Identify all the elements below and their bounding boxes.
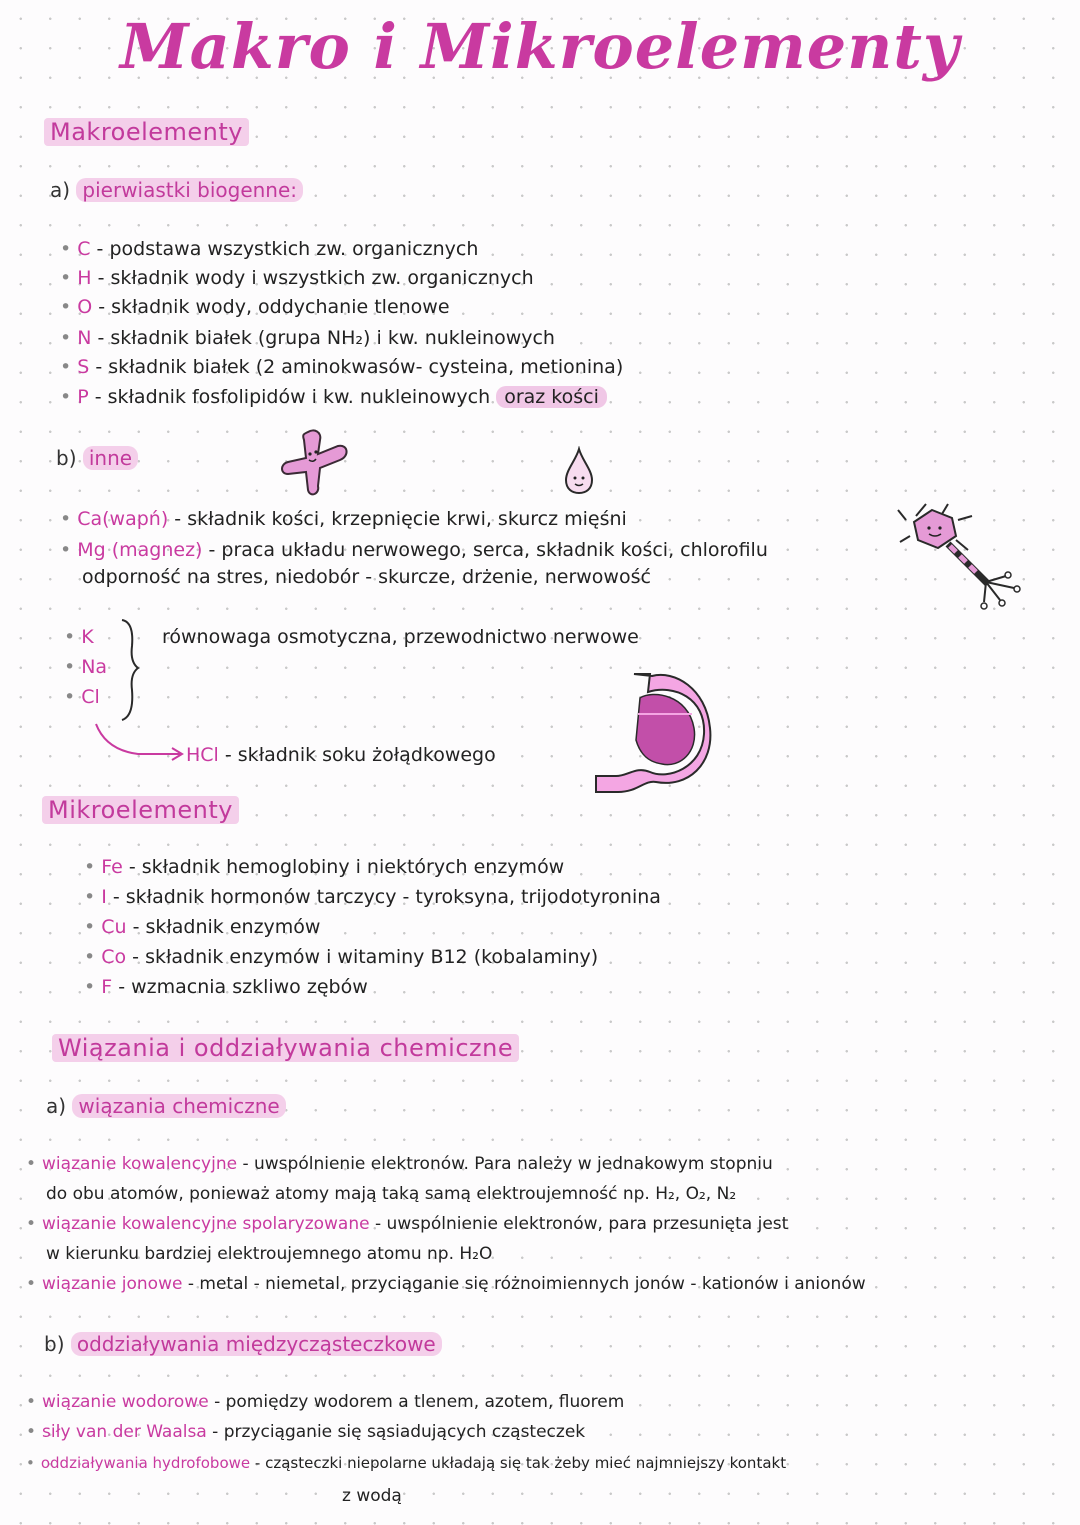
list-item-ca: • Ca(wapń) - składnik kości, krzepnięcie krwi, skurcz mięśni (60, 508, 627, 530)
list-item: • wiązanie kowalencyjne - uwspólnienie elektronów. Para należy w jednakowym stopniu (26, 1154, 773, 1174)
stomach-doodle-icon (592, 668, 714, 796)
list-item: • siły van der Waalsa - przyciąganie się sąsiadujących cząsteczek (26, 1422, 586, 1442)
hcl-line: HCl - składnik soku żołądkowego (186, 744, 496, 766)
section-letter-b: b) (44, 1332, 65, 1356)
highlight-oraz-kosci: oraz kości (496, 386, 607, 408)
list-item: • F - wzmacnia szkliwo zębów (84, 976, 368, 998)
section-letter-a: a) (46, 1094, 67, 1118)
section-letter-b: b) (56, 446, 77, 470)
list-item: • C - podstawa wszystkich zw. organicznych (60, 238, 479, 260)
subheading-wiazania-chemiczne (46, 1094, 286, 1118)
list-item-cont: w kierunku bardziej elektroujemnego atomu np. H₂O (46, 1244, 493, 1264)
wiazania-chemiczne-title: wiązania chemiczne (72, 1094, 285, 1118)
heading-mikroelementy: Mikroelementy (42, 796, 239, 824)
list-item-mg: • Mg (magnez) - praca układu nerwowego, serca, składnik kości, chlorofilu (60, 539, 768, 561)
subheading-oddzialywania (44, 1332, 442, 1356)
list-item: • I - składnik hormonów tarczycy - tyroksyna, trijodotyronina (84, 886, 661, 908)
list-item: • H - składnik wody i wszystkich zw. organicznych (60, 267, 534, 289)
subheading-biogenne (50, 178, 303, 202)
list-item: • S - składnik białek (2 aminokwasów- cysteina, metionina) (60, 356, 624, 378)
list-item: • P - składnik fosfolipidów i kw. nukleinowych oraz kości (60, 386, 607, 408)
heading-wiazania: Wiązania i oddziaływania chemiczne (52, 1034, 519, 1062)
list-item: • oddziaływania hydrofobowe - cząsteczki niepolarne układają się tak żeby mieć najmniejszy kontakt (26, 1454, 787, 1472)
list-item: • wiązanie kowalencyjne spolaryzowane - uwspólnienie elektronów, para przesunięta jest (26, 1214, 789, 1234)
list-item-cl: • Cl (64, 686, 100, 708)
list-item-k: • K (64, 626, 94, 648)
list-item: • wiązanie wodorowe - pomiędzy wodorem a tlenem, azotem, fluorem (26, 1392, 625, 1412)
heading-makroelementy: Makroelementy (44, 118, 249, 146)
water-drop-doodle-icon (562, 446, 596, 496)
list-item-mg-cont: odporność na stres, niedobór - skurcze, drżenie, nerwowość (82, 566, 651, 588)
list-item: • Fe - składnik hemoglobiny i niektórych enzymów (84, 856, 565, 878)
neuron-doodle-icon (896, 496, 1026, 616)
knacl-description: równowaga osmotyczna, przewodnictwo nerwowe (162, 626, 639, 648)
list-item-cont: z wodą (342, 1486, 402, 1506)
list-item: • N - składnik białek (grupa NH₂) i kw. nukleinowych (60, 327, 555, 349)
inne-title: inne (83, 446, 138, 470)
section-letter-a: a) (50, 178, 71, 202)
list-item: • O - składnik wody, oddychanie tlenowe (60, 296, 450, 318)
page-title: Makro i Mikroelementy (120, 10, 960, 83)
list-item-cont: do obu atomów, ponieważ atomy mają taką samą elektroujemność np. H₂, O₂, N₂ (46, 1184, 737, 1204)
oddzialywania-title: oddziaływania międzycząsteczkowe (71, 1332, 442, 1356)
list-item: • Cu - składnik enzymów (84, 916, 321, 938)
list-item: • Co - składnik enzymów i witaminy B12 (kobalaminy) (84, 946, 599, 968)
list-item: • wiązanie jonowe - metal - niemetal, przyciąganie się różnoimiennych jonów - kationów i anionów (26, 1274, 866, 1294)
list-item-na: • Na (64, 656, 108, 678)
bone-cell-doodle-icon (278, 428, 352, 500)
biogenne-title: pierwiastki biogenne: (76, 178, 303, 202)
subheading-inne (56, 446, 138, 470)
